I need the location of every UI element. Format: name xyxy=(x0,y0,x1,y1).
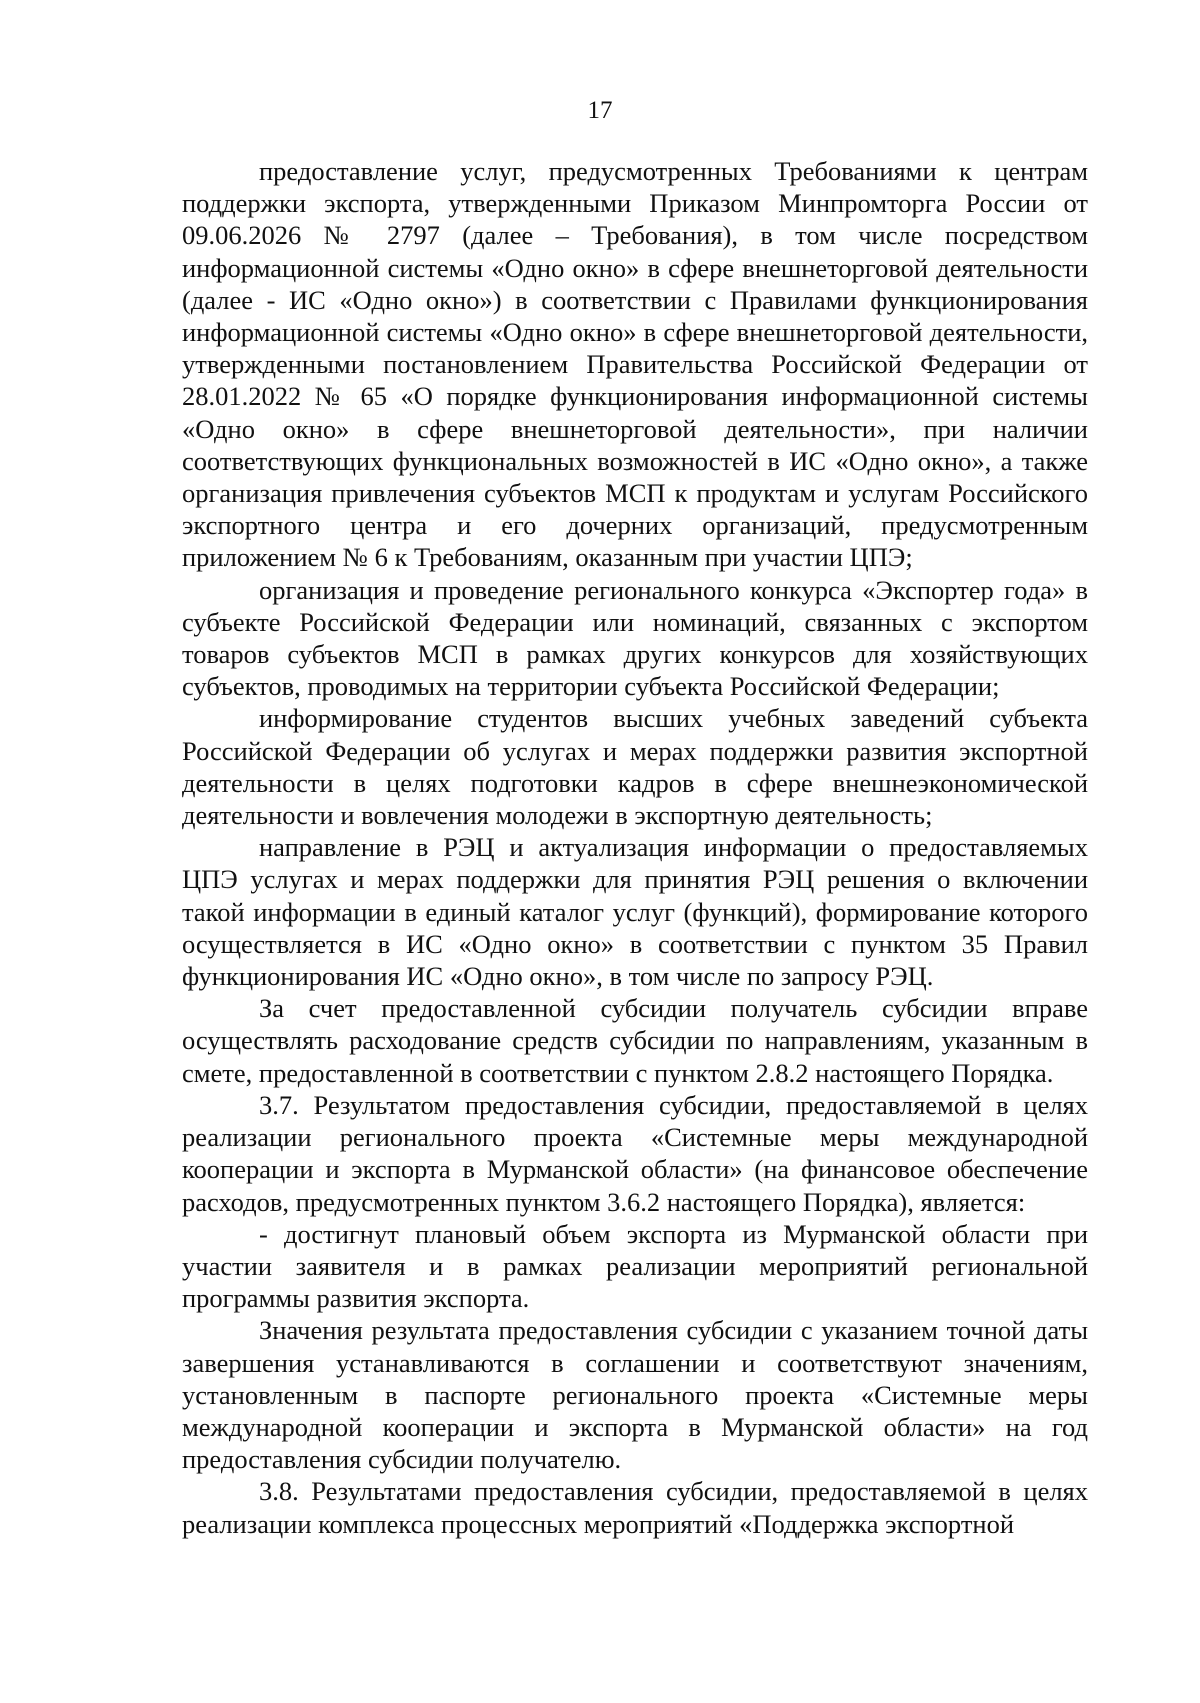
paragraph-student-informing: информирование студентов высших учебных заведений субъекта Российской Федерации об услугах и мерах поддержки развития экспортной деятельности в целях подготовки кадров в сфере внешнеэкономической деятельности и вовлечения молодежи в экспортную деятельность; xyxy=(182,703,1088,831)
page-number: 17 xyxy=(587,97,613,124)
paragraph-exporter-contest: организация и проведение регионального конкурса «Экспортер года» в субъекте Российской Федерации или номинаций, связанных с экспортом товаров субъектов МСП в рамках других конкурсов для хозяйствующих субъектов, проводимых на территории субъекта Российской Федерации; xyxy=(182,574,1088,702)
document-body xyxy=(182,155,1088,1540)
paragraph-section-3-7: 3.7. Результатом предоставления субсидии, предоставляемой в целях реализации регионального проекта «Системные меры международной кооперации и экспорта в Мурманской области» (на финансовое обеспечение расходов, предусмотренных пунктом 3.6.2 настоящего Порядка), является: xyxy=(182,1089,1088,1217)
paragraph-section-3-8: 3.8. Результатами предоставления субсидии, предоставляемой в целях реализации комплекса процессных мероприятий «Поддержка экспортной xyxy=(182,1476,1088,1539)
paragraph-subsidy-spending: За счет предоставленной субсидии получатель субсидии вправе осуществлять расходование средств субсидии по направлениям, указанным в смете, предоставленной в соответствии с пунктом 2.8.2 настоящего Порядка. xyxy=(182,993,1088,1088)
paragraph-rec-information: направление в РЭЦ и актуализация информации о предоставляемых ЦПЭ услугах и мерах поддержки для принятия РЭЦ решения о включении такой информации в единый каталог услуг (функций), формирование которого осуществляется в ИС «Одно окно» в соответствии с пунктом 35 Правил функционирования ИС «Одно окно», в том числе по запросу РЭЦ. xyxy=(182,832,1088,992)
paragraph-result-values: Значения результата предоставления субсидии с указанием точной даты завершения устанавливаются в соглашении и соответствуют значениям, установленным в паспорте регионального проекта «Системные меры международной кооперации и экспорта в Мурманской области» на год предоставления субсидии получателю. xyxy=(182,1315,1088,1475)
paragraph-export-volume: - достигнут плановый объем экспорта из Мурманской области при участии заявителя и в рамках реализации мероприятий региональной программы развития экспорта. xyxy=(182,1218,1088,1314)
paragraph-services-provision: предоставление услуг, предусмотренных Требованиями к центрам поддержки экспорта, утвержденными Приказом Минпромторга России от 09.06.2026 № 2797 (далее – Требования), в том числе посредством информационной системы «Одно окно» в сфере внешнеторговой деятельности (далее - ИС «Одно окно») в соответствии с Правилами функционирования информационной системы «Одно окно» в сфере внешнеторговой деятельности, утвержденными постановлением Правительства Российской Федерации от 28.01.2022 № 65 «О порядке функционирования информационной системы «Одно окно» в сфере внешнеторговой деятельности», при наличии соответствующих функциональных возможностей в ИС «Одно окно», а также организация привлечения субъектов МСП к продуктам и услугам Российского экспортного центра и его дочерних организаций, предусмотренным приложением № 6 к Требованиям, оказанным при участии ЦПЭ; xyxy=(182,156,1088,573)
